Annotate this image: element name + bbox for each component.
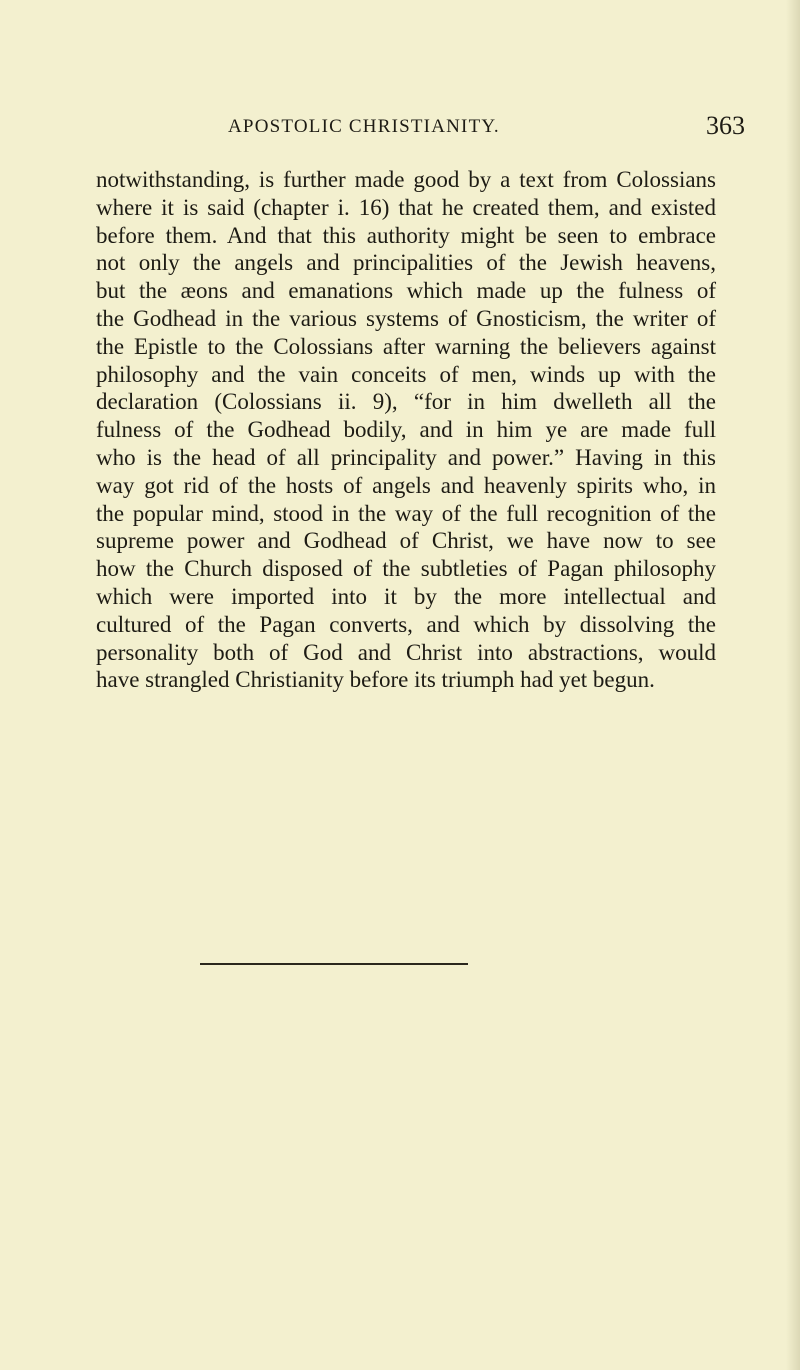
page-header [0, 111, 800, 146]
text-line: have strangled Christianity before its triumph had yet begun. [96, 667, 655, 693]
page-edge-shadow [786, 0, 800, 1370]
body-paragraph [96, 166, 716, 694]
text-line: where it is said (chapter i. 16) that he created them, and existed [96, 194, 716, 220]
text-line: who is the head of all principality and power.” Having in this [96, 444, 716, 470]
text-line: way got rid of the hosts of angels and heavenly spirits who, in [96, 472, 716, 498]
text-line: the Godhead in the various systems of Gnosticism, the writer of [96, 305, 716, 331]
text-line: before them. And that this authority might be seen to embrace [96, 222, 716, 248]
text-line: how the Church disposed of the subtleties of Pagan philosophy [96, 556, 716, 582]
text-line: declaration (Colossians ii. 9), “for in him dwelleth all the [96, 389, 716, 415]
text-line: personality both of God and Christ into abstractions, would [96, 639, 716, 665]
text-line: supreme power and Godhead of Christ, we have now to see [96, 528, 716, 554]
running-title: APOSTOLIC CHRISTIANITY. [228, 116, 500, 137]
text-line: fulness of the Godhead bodily, and in him ye are made full [96, 417, 716, 443]
text-line: philosophy and the vain conceits of men, winds up with the [96, 361, 716, 387]
text-line: notwithstanding, is further made good by a text from Colossians [96, 167, 716, 192]
text-line: but the æons and emanations which made up the fulness of [96, 278, 716, 304]
page-number: 363 [706, 111, 745, 140]
text-line: not only the angels and principalities of the Jewish heavens, [96, 250, 716, 276]
text-line: cultured of the Pagan converts, and which by dissolving the [96, 611, 716, 637]
text-line: which were imported into it by the more intellectual and [96, 583, 716, 609]
text-line: the Epistle to the Colossians after warning the believers against [96, 333, 716, 359]
text-line: the popular mind, stood in the way of the full recognition of the [96, 500, 716, 526]
chapter-end-rule [200, 963, 468, 965]
